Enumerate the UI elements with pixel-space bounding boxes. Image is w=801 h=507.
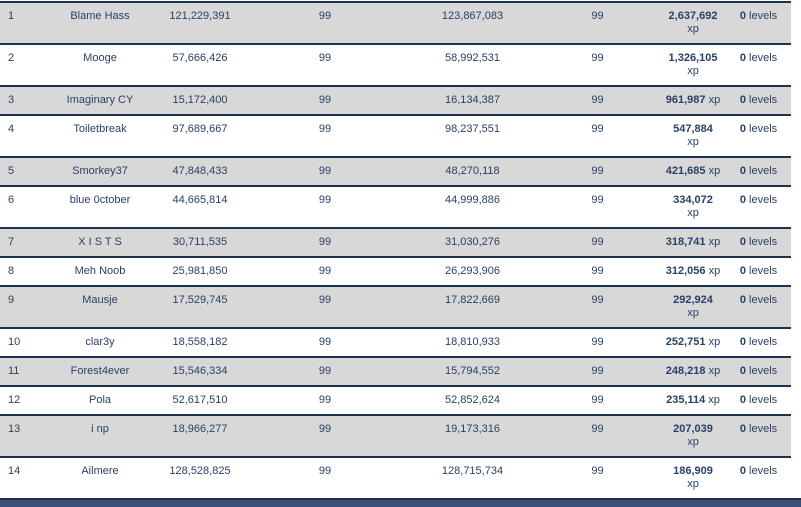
start-xp-cell: 52,617,510 (172, 394, 228, 406)
table-row (0, 116, 791, 158)
levels-gained-cell (726, 229, 791, 249)
rank-cell: 10 (8, 336, 21, 348)
player-name[interactable]: Pola (88, 394, 112, 406)
xp-gained-suffix: xp (708, 94, 721, 106)
start-level-cell: 99 (318, 365, 332, 377)
player-name[interactable]: Toiletbreak (73, 123, 127, 135)
table-row (0, 187, 791, 229)
player-name[interactable]: Mooge (83, 52, 117, 64)
xp-gained-suffix: xp (708, 165, 721, 177)
levels-gained-cell (726, 458, 791, 478)
xp-gained-cell (660, 116, 726, 149)
levels-gained-value: 0 (739, 194, 746, 206)
start-xp-cell: 17,529,745 (172, 294, 228, 306)
levels-gained-cell (726, 358, 791, 378)
rank-cell: 3 (8, 94, 15, 106)
xp-gained-cell (660, 458, 726, 491)
xp-gained-cell (660, 229, 726, 249)
xp-gained-suffix: xp (687, 207, 699, 219)
end-level-cell: 99 (591, 123, 604, 135)
levels-gained-value: 0 (739, 423, 746, 435)
start-level-cell: 99 (318, 465, 332, 477)
levels-gained-value: 0 (739, 365, 746, 377)
xp-leaderboard-table (0, 1, 791, 498)
levels-gained-suffix: levels (749, 165, 778, 177)
rank-cell: 4 (8, 123, 15, 135)
rank-cell: 6 (8, 194, 15, 206)
levels-gained-cell (726, 187, 791, 207)
end-xp-cell: 52,852,624 (444, 394, 501, 406)
xp-gained-value: 292,924 (673, 294, 713, 306)
end-xp-cell: 19,173,316 (444, 423, 501, 435)
end-xp-cell: 98,237,551 (444, 123, 501, 135)
table-row (0, 158, 791, 187)
player-name[interactable]: Blame Hass (70, 10, 130, 22)
end-level-cell: 99 (591, 394, 604, 406)
rank-cell: 2 (8, 52, 15, 64)
levels-gained-cell (726, 329, 791, 349)
end-xp-cell: 15,794,552 (444, 365, 501, 377)
start-xp-cell: 121,229,391 (169, 10, 231, 22)
levels-gained-value: 0 (739, 165, 746, 177)
table-row (0, 45, 791, 87)
xp-gained-cell (660, 329, 726, 349)
xp-gained-cell (660, 416, 726, 449)
start-xp-cell: 15,546,334 (172, 365, 228, 377)
xp-gained-value: 421,685 (665, 165, 706, 177)
levels-gained-value: 0 (739, 265, 746, 277)
end-level-cell: 99 (591, 236, 604, 248)
xp-gained-value: 312,056 (665, 265, 706, 277)
levels-gained-suffix: levels (749, 123, 778, 135)
xp-gained-cell (660, 287, 726, 320)
levels-gained-suffix: levels (749, 194, 778, 206)
xp-gained-suffix: xp (687, 307, 699, 319)
end-level-cell: 99 (591, 165, 604, 177)
start-level-cell: 99 (318, 236, 332, 248)
start-xp-cell: 30,711,535 (172, 236, 228, 248)
start-level-cell: 99 (318, 10, 332, 22)
end-xp-cell: 48,270,118 (445, 165, 500, 177)
table-row (0, 3, 791, 45)
start-xp-cell: 44,665,814 (172, 194, 228, 206)
xp-gained-value: 547,884 (673, 123, 713, 135)
levels-gained-value: 0 (739, 94, 746, 106)
player-name[interactable]: Ailmere (81, 465, 119, 477)
xp-gained-value: 186,909 (673, 465, 713, 477)
xp-gained-cell (660, 158, 726, 178)
xp-gained-value: 207,039 (673, 423, 713, 435)
xp-gained-value: 1,326,105 (668, 52, 718, 64)
levels-gained-cell (726, 387, 791, 407)
table-row (0, 287, 791, 329)
start-xp-cell: 128,528,825 (169, 465, 231, 477)
xp-gained-suffix: xp (687, 65, 699, 77)
rank-cell: 12 (8, 394, 21, 406)
start-level-cell: 99 (318, 194, 332, 206)
end-xp-cell: 18,810,933 (444, 336, 501, 348)
levels-gained-cell (726, 87, 791, 107)
levels-gained-cell (726, 416, 791, 436)
rank-cell: 14 (8, 465, 21, 477)
table-row (0, 329, 791, 358)
start-xp-cell: 97,689,667 (172, 123, 228, 135)
levels-gained-cell (726, 258, 791, 278)
player-name[interactable]: Forest4ever (70, 365, 130, 377)
end-level-cell: 99 (591, 94, 604, 106)
end-xp-cell: 31,030,276 (444, 236, 501, 248)
rank-cell: 8 (8, 265, 15, 277)
start-level-cell: 99 (318, 294, 332, 306)
player-name[interactable]: Meh Noob (74, 265, 126, 277)
end-xp-cell: 17,822,669 (444, 294, 501, 306)
levels-gained-suffix: levels (749, 236, 778, 248)
start-level-cell: 99 (318, 123, 332, 135)
end-xp-cell: 58,992,531 (444, 52, 501, 64)
start-xp-cell: 25,981,850 (172, 265, 228, 277)
rank-cell: 13 (8, 423, 21, 435)
start-level-cell: 99 (318, 265, 332, 277)
levels-gained-value: 0 (739, 294, 746, 306)
table-row (0, 258, 791, 287)
xp-gained-suffix: xp (687, 23, 699, 35)
levels-gained-value: 0 (739, 123, 746, 135)
end-xp-cell: 123,867,083 (441, 10, 504, 22)
levels-gained-cell (726, 158, 791, 178)
rank-cell: 9 (8, 294, 15, 306)
xp-gained-suffix: xp (687, 478, 699, 490)
end-xp-cell: 44,999,886 (444, 194, 501, 206)
table-row (0, 87, 791, 116)
levels-gained-cell (726, 116, 791, 136)
levels-gained-suffix: levels (749, 294, 778, 306)
xp-gained-value: 334,072 (673, 194, 713, 206)
levels-gained-cell (726, 45, 791, 65)
player-name[interactable]: blue 0ctober (69, 194, 131, 206)
xp-gained-value: 235,114 (666, 394, 706, 406)
levels-gained-suffix: levels (749, 94, 778, 106)
xp-gained-cell (660, 358, 726, 378)
levels-gained-cell (726, 3, 791, 23)
start-xp-cell: 47,848,433 (172, 165, 228, 177)
end-level-cell: 99 (591, 465, 604, 477)
end-level-cell: 99 (591, 423, 604, 435)
xp-gained-cell (660, 45, 726, 78)
start-xp-cell: 15,172,400 (172, 94, 228, 106)
player-name[interactable]: clar3y (85, 336, 115, 348)
xp-gained-value: 2,637,692 (668, 10, 718, 22)
table-row (0, 229, 791, 258)
end-level-cell: 99 (591, 194, 604, 206)
table-row (0, 416, 791, 458)
start-xp-cell: 57,666,426 (172, 52, 228, 64)
xp-gained-suffix: xp (708, 365, 721, 377)
xp-gained-cell (660, 3, 726, 36)
player-name[interactable]: X I S T S (78, 236, 122, 248)
player-name[interactable]: i np (91, 423, 109, 435)
end-level-cell: 99 (591, 10, 604, 22)
levels-gained-suffix: levels (749, 394, 778, 406)
player-name[interactable]: Smorkey37 (72, 165, 128, 177)
end-level-cell: 99 (591, 52, 604, 64)
levels-gained-suffix: levels (749, 465, 778, 477)
player-name[interactable]: Mausje (82, 294, 118, 306)
levels-gained-suffix: levels (749, 336, 778, 348)
start-xp-cell: 18,558,182 (172, 336, 228, 348)
xp-gained-value: 248,218 (665, 365, 706, 377)
levels-gained-suffix: levels (749, 52, 778, 64)
xp-gained-suffix: xp (708, 265, 721, 277)
rank-cell: 5 (8, 165, 15, 177)
levels-gained-suffix: levels (749, 10, 778, 22)
xp-gained-cell (660, 258, 726, 278)
levels-gained-value: 0 (739, 236, 746, 248)
levels-gained-value: 0 (739, 465, 746, 477)
end-xp-cell: 128,715,734 (441, 465, 504, 477)
rank-cell: 1 (8, 10, 15, 22)
rank-cell: 11 (8, 365, 20, 377)
xp-gained-value: 961,987 (665, 94, 706, 106)
table-row (0, 387, 791, 416)
table-row (0, 358, 791, 387)
start-level-cell: 99 (318, 336, 332, 348)
rank-cell: 7 (8, 236, 15, 248)
end-xp-cell: 16,134,387 (444, 94, 501, 106)
start-level-cell: 99 (318, 423, 332, 435)
footer-bar (0, 498, 801, 507)
levels-gained-suffix: levels (749, 265, 778, 277)
levels-gained-suffix: levels (749, 423, 778, 435)
xp-gained-cell (660, 87, 726, 107)
xp-gained-suffix: xp (708, 394, 720, 406)
xp-gained-suffix: xp (687, 436, 699, 448)
start-xp-cell: 18,966,277 (172, 423, 228, 435)
end-level-cell: 99 (591, 265, 604, 277)
player-name[interactable]: Imaginary CY (66, 94, 134, 106)
start-level-cell: 99 (318, 52, 332, 64)
xp-gained-suffix: xp (687, 136, 699, 148)
levels-gained-value: 0 (739, 336, 746, 348)
end-level-cell: 99 (591, 336, 604, 348)
xp-gained-value: 252,751 (665, 336, 706, 348)
levels-gained-value: 0 (739, 394, 746, 406)
levels-gained-value: 0 (739, 52, 746, 64)
start-level-cell: 99 (318, 394, 332, 406)
xp-gained-cell (660, 387, 726, 407)
xp-gained-cell (660, 187, 726, 220)
end-xp-cell: 26,293,906 (444, 265, 501, 277)
end-level-cell: 99 (591, 365, 604, 377)
table-row (0, 458, 791, 498)
end-level-cell: 99 (591, 294, 604, 306)
xp-gained-suffix: xp (708, 236, 721, 248)
xp-gained-value: 318,741 (665, 236, 706, 248)
xp-gained-suffix: xp (708, 336, 721, 348)
levels-gained-suffix: levels (749, 365, 778, 377)
start-level-cell: 99 (318, 94, 332, 106)
start-level-cell: 99 (318, 165, 332, 177)
levels-gained-value: 0 (739, 10, 746, 22)
levels-gained-cell (726, 287, 791, 307)
